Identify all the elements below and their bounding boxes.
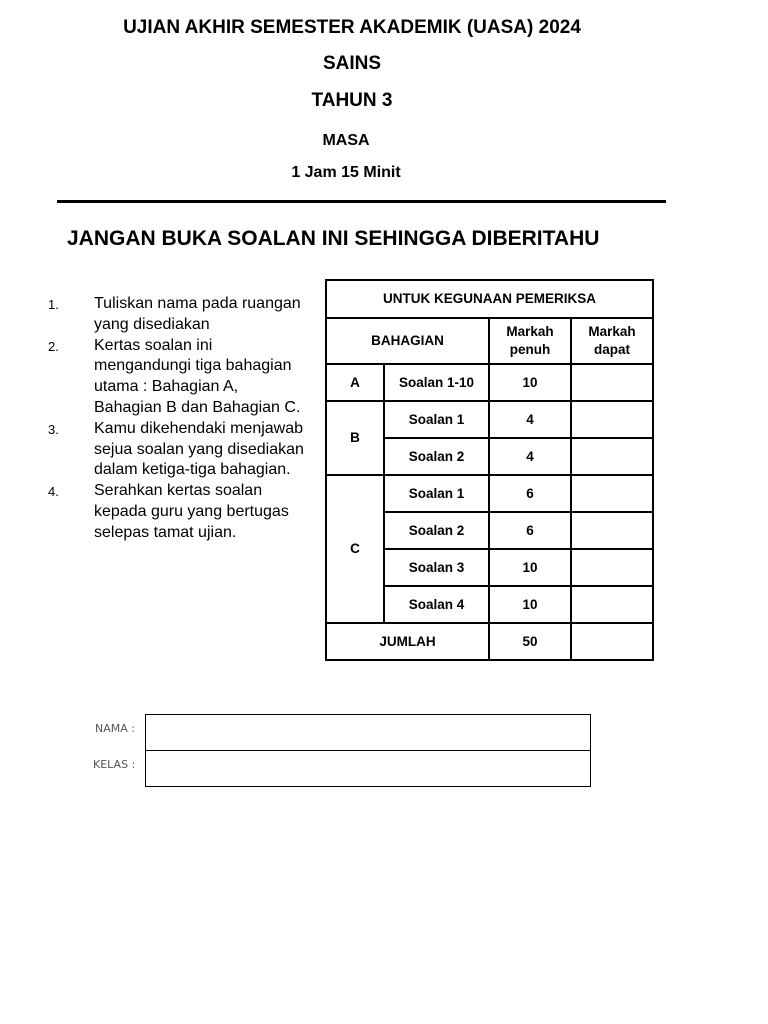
table-title: UNTUK KEGUNAAN PEMERIKSA <box>326 280 653 318</box>
class-field[interactable] <box>145 750 591 787</box>
instruction-item <box>40 336 310 419</box>
examiner-marks-table <box>325 279 654 661</box>
question-cell: Soalan 2 <box>384 438 489 475</box>
name-field[interactable] <box>145 714 591 751</box>
instruction-text: Serahkan kertas soalan kepada guru yang bertugas selepas tamat ujian. <box>94 482 289 541</box>
header-full-marks: Markah penuh <box>489 318 571 364</box>
year-title: TAHUN 3 <box>311 90 393 111</box>
full-marks-cell: 6 <box>489 512 571 549</box>
total-obtained-marks[interactable] <box>571 623 653 660</box>
full-marks-cell: 10 <box>489 364 571 401</box>
question-cell: Soalan 1 <box>384 401 489 438</box>
obtained-marks-cell[interactable] <box>571 364 653 401</box>
full-marks-cell: 6 <box>489 475 571 512</box>
question-cell: Soalan 4 <box>384 586 489 623</box>
obtained-marks-cell[interactable] <box>571 401 653 438</box>
instruction-text: Kamu dikehendaki menjawab sejua soalan yang disediakan dalam ketiga-tiga bahagian. <box>94 419 304 479</box>
header-obtained-marks: Markah dapat <box>571 318 653 364</box>
instruction-number: 2. <box>48 338 59 354</box>
name-label: NAMA : <box>95 722 135 735</box>
total-full-marks: 50 <box>489 623 571 660</box>
exam-title: UJIAN AKHIR SEMESTER AKADEMIK (UASA) 2024 <box>123 17 581 38</box>
instruction-number: 3. <box>48 421 59 437</box>
header-section: BAHAGIAN <box>326 318 489 364</box>
obtained-marks-cell[interactable] <box>571 512 653 549</box>
question-cell: Soalan 2 <box>384 512 489 549</box>
total-label: JUMLAH <box>326 623 489 660</box>
obtained-marks-cell[interactable] <box>571 549 653 586</box>
question-cell: Soalan 3 <box>384 549 489 586</box>
question-cell: Soalan 1-10 <box>384 364 489 401</box>
full-marks-cell: 4 <box>489 401 571 438</box>
obtained-marks-cell[interactable] <box>571 438 653 475</box>
table-row <box>326 475 653 512</box>
total-row <box>326 623 653 660</box>
instruction-item <box>40 419 310 481</box>
header-divider <box>57 200 666 203</box>
instruction-number: 1. <box>48 297 59 312</box>
class-label: KELAS : <box>93 758 136 771</box>
full-marks-cell: 10 <box>489 586 571 623</box>
full-marks-cell: 10 <box>489 549 571 586</box>
instruction-item <box>40 481 310 543</box>
instruction-number: 4. <box>48 484 59 500</box>
subject-title: SAINS <box>322 53 382 74</box>
instruction-text: Tuliskan nama pada ruangan yang disediakan <box>94 295 301 333</box>
instruction-item <box>40 294 310 336</box>
full-marks-cell: 4 <box>489 438 571 475</box>
instructions-list <box>40 294 310 544</box>
instruction-text: Kertas soalan ini mengandungi tiga bahagian utama : Bahagian A, Bahagian B dan Bahagian C. <box>94 336 301 416</box>
section-cell: C <box>326 475 384 623</box>
question-cell: Soalan 1 <box>384 475 489 512</box>
table-row <box>326 401 653 438</box>
time-value: 1 Jam 15 Minit <box>291 164 401 181</box>
section-cell: A <box>326 364 384 401</box>
obtained-marks-cell[interactable] <box>571 586 653 623</box>
section-cell: B <box>326 401 384 475</box>
table-row <box>326 364 653 401</box>
time-label: MASA <box>322 132 370 149</box>
warning-notice: JANGAN BUKA SOALAN INI SEHINGGA DIBERITAHU <box>67 227 600 250</box>
obtained-marks-cell[interactable] <box>571 475 653 512</box>
